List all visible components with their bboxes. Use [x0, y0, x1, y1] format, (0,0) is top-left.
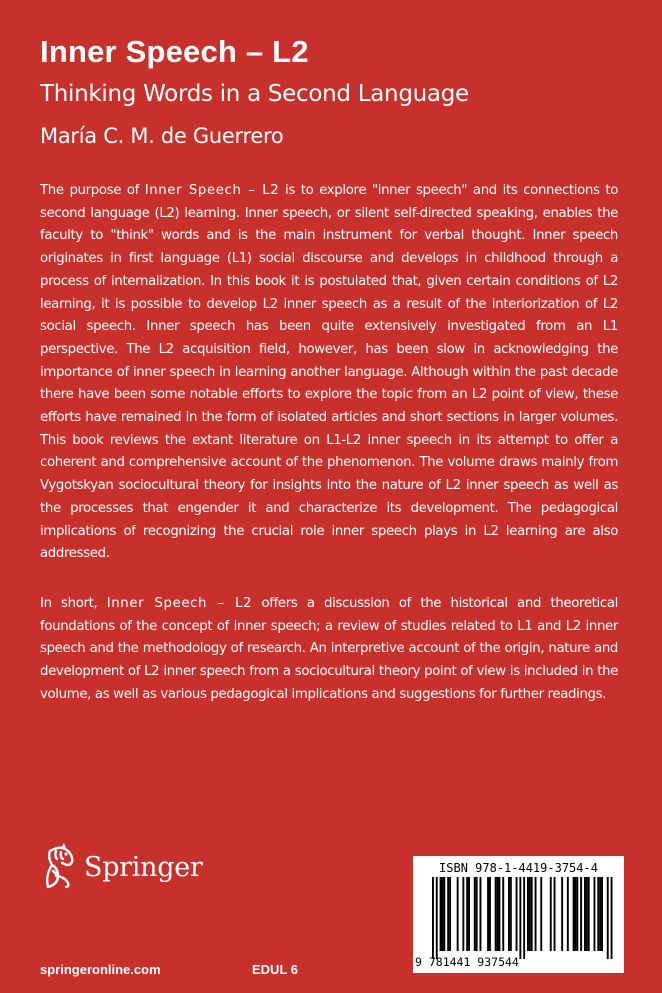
barcode-bar	[529, 877, 531, 951]
ean-number: 9 781441 937544	[415, 955, 519, 969]
barcode-bar	[523, 877, 525, 959]
barcode-bars	[426, 877, 616, 961]
barcode-bar	[554, 877, 556, 951]
publisher-name: Springer	[84, 851, 203, 883]
barcode-bar	[531, 877, 533, 951]
barcode-bar	[601, 877, 603, 951]
barcode-bar	[611, 877, 613, 959]
barcode-bar	[443, 877, 445, 951]
barcode-bar	[535, 877, 537, 951]
barcode-bar	[588, 877, 590, 951]
blurb-text: offers a discussion of the historical and theoretical foundations of the concept of inner speech; a review of studies related to L1 and L2 inner speech and the methodology of research. An interpretive account of the origin, nature and development of L2 inner speech from a sociocultural theory point of view is included in the volume, as well as various pedagogical implications and suggestions for further readings.	[40, 596, 618, 702]
barcode-bar	[462, 877, 464, 951]
barcode-bar	[457, 877, 459, 951]
barcode-bar	[442, 877, 444, 951]
barcode-bar	[519, 877, 521, 959]
barcode-bar	[607, 877, 609, 959]
barcode-bar	[489, 877, 491, 951]
barcode-bar	[510, 877, 512, 951]
barcode-bar	[440, 877, 442, 951]
barcode-bar	[561, 877, 563, 951]
springer-logo	[40, 843, 202, 891]
barcode-bar	[550, 877, 552, 951]
series-code: EDUL 6	[252, 962, 298, 977]
barcode-bar	[508, 877, 510, 951]
book-title: Inner Speech – L2	[40, 34, 309, 69]
barcode-bar	[432, 877, 434, 959]
blurb-text: In short,	[40, 596, 107, 611]
isbn-barcode	[413, 856, 624, 973]
barcode-bar	[436, 877, 438, 959]
barcode-bar	[449, 877, 451, 951]
blurb-paragraph-2	[40, 593, 618, 707]
isbn-number: ISBN 978-1-4419-3754-4	[439, 861, 598, 875]
barcode-bar	[527, 877, 529, 951]
blurb-paragraph-1	[40, 180, 618, 566]
barcode-bar	[599, 877, 601, 951]
barcode-bar	[447, 877, 449, 951]
barcode-bar	[487, 877, 489, 951]
book-title-inline: Inner Speech – L2	[144, 183, 280, 198]
book-subtitle: Thinking Words in a Second Language	[40, 81, 469, 107]
barcode-bar	[502, 877, 504, 951]
barcode-bar	[575, 877, 577, 951]
blurb-text: is to explore "inner speech" and its connections to second language (L2) learning. Inner speech, or silent self-directed speaking, enables the faculty to "think" words and is the main instrument for verbal thought. Inner speech originates in first language (L1) social discourse and develops in childhood through a process of internalization. In this book it is postulated that, given certain conditions of L2 learning, it is possible to develop L2 inner speech as a result of the interiorization of L2 social speech. Inner speech has been quite extensively investigated from an L1 perspective. The L2 acquisition field, however, has been slow in acknowledging the importance of inner speech in learning another language. Although within the past decade there have been some notable efforts to explore the topic from an L2 point of view, these efforts have remained in the form of isolated articles and short sections in larger volumes. This book reviews the extant literature on L1-L2 inner speech in its attempt to offer a coherent and comprehensive account of the phenomenon. The volume draws mainly from Vygotskyan sociocultural theory for insights into the nature of L2 inner speech as well as the processes that engender it and characterize its development. The pedagogical implications of recognizing the crucial role inner speech plays in L2 learning are also addressed.	[40, 183, 618, 562]
book-title-inline: Inner Speech – L2	[106, 596, 253, 611]
springer-horse-icon	[40, 843, 78, 891]
barcode-bar	[499, 877, 501, 951]
barcode-bar	[567, 877, 569, 951]
barcode-bar	[597, 877, 599, 951]
barcode-bar	[466, 877, 468, 951]
barcode-bar	[480, 877, 482, 951]
barcode-bar	[594, 877, 596, 951]
barcode-bar	[580, 877, 582, 951]
barcode-bar	[540, 877, 542, 951]
publisher-url: springeronline.com	[40, 962, 161, 977]
barcode-bar	[586, 877, 588, 951]
barcode-bar	[516, 877, 518, 951]
barcode-bar	[584, 877, 586, 951]
barcode-bar	[497, 877, 499, 951]
barcode-bar	[573, 877, 575, 951]
blurb-text: The purpose of	[40, 183, 145, 198]
barcode-bar	[495, 877, 497, 951]
book-author: María C. M. de Guerrero	[40, 124, 284, 148]
barcode-bar	[474, 877, 476, 951]
barcode-bar	[476, 877, 478, 951]
barcode-bar	[468, 877, 470, 951]
barcode-bar	[576, 877, 578, 951]
